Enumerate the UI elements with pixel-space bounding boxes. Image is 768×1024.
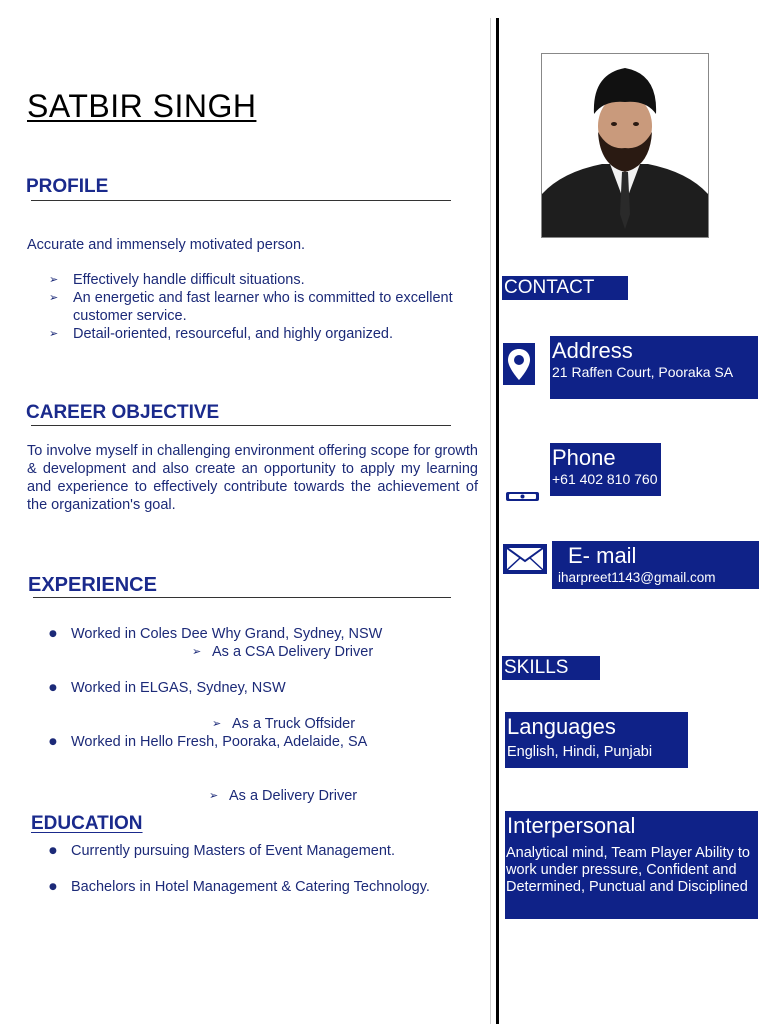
interpersonal-label: Interpersonal	[507, 813, 636, 838]
languages-label: Languages	[507, 714, 616, 739]
experience-list	[27, 679, 479, 697]
email-value: iharpreet1143@gmail.com	[558, 570, 716, 585]
experience-place: Worked in ELGAS, Sydney, NSW	[71, 680, 286, 696]
candidate-name: SATBIR SINGH	[27, 88, 257, 124]
interpersonal-card	[505, 811, 758, 919]
education-list	[27, 842, 479, 896]
column-divider	[496, 18, 499, 1024]
profile-photo	[541, 53, 709, 238]
profile-point: ➢ Detail-oriented, resourceful, and highly organized.	[27, 325, 479, 343]
career-heading: CAREER OBJECTIVE	[26, 402, 220, 423]
map-pin-icon	[503, 343, 535, 385]
profile-points	[27, 271, 479, 343]
experience-list	[27, 625, 479, 643]
email-card	[552, 541, 759, 589]
phone-label: Phone	[552, 445, 616, 470]
phone-value: +61 402 810 760	[552, 471, 658, 487]
experience-rule	[33, 597, 451, 598]
experience-place: Worked in Coles Dee Why Grand, Sydney, NSW	[71, 626, 383, 642]
experience-role: ➢ As a CSA Delivery Driver	[192, 643, 768, 661]
profile-intro: Accurate and immensely motivated person.	[27, 237, 306, 253]
experience-heading: EXPERIENCE	[28, 574, 157, 596]
education-heading: EDUCATION	[31, 813, 143, 834]
experience-role: ➢ As a Delivery Driver	[209, 787, 768, 805]
education-item: ● Currently pursuing Masters of Event Management.	[27, 842, 479, 860]
languages-card	[505, 712, 688, 768]
phone-icon	[506, 488, 539, 500]
profile-point: ➢ An energetic and fast learner who is committed to excellent customer service.	[27, 289, 479, 325]
skills-heading: SKILLS	[502, 656, 600, 680]
contact-heading: CONTACT	[502, 276, 628, 300]
envelope-icon	[503, 544, 547, 574]
person-silhouette-icon	[542, 54, 708, 237]
email-label: E- mail	[568, 543, 637, 568]
address-value: 21 Raffen Court, Pooraka SA	[552, 364, 734, 380]
experience-place: Worked in Hello Fresh, Pooraka, Adelaide, SA	[71, 734, 368, 750]
address-label: Address	[552, 338, 633, 363]
column-divider-shadow	[490, 18, 491, 1024]
experience-item	[27, 733, 479, 751]
experience-role: ➢ As a Truck Offsider	[212, 715, 768, 733]
address-card	[550, 336, 758, 399]
languages-value: English, Hindi, Punjabi	[507, 744, 653, 760]
profile-rule	[31, 200, 451, 201]
career-rule	[31, 425, 451, 426]
experience-item	[27, 679, 479, 697]
profile-point: ➢ Effectively handle difficult situations.	[27, 271, 479, 289]
experience-list	[27, 733, 479, 751]
experience-item	[27, 625, 479, 643]
education-item: ● Bachelors in Hotel Management & Catering Technology.	[27, 878, 479, 896]
profile-heading: PROFILE	[26, 176, 109, 197]
career-text: To involve myself in challenging environment offering scope for growth & development and also create an opportunity to apply my learning and experience to effectively contribute towards the achievement of the organization's goal.	[27, 443, 478, 513]
interpersonal-value: Analytical mind, Team Player Ability to work under pressure, Confident and Determined, Punctual and Disciplined	[506, 845, 750, 895]
phone-card	[550, 443, 661, 496]
